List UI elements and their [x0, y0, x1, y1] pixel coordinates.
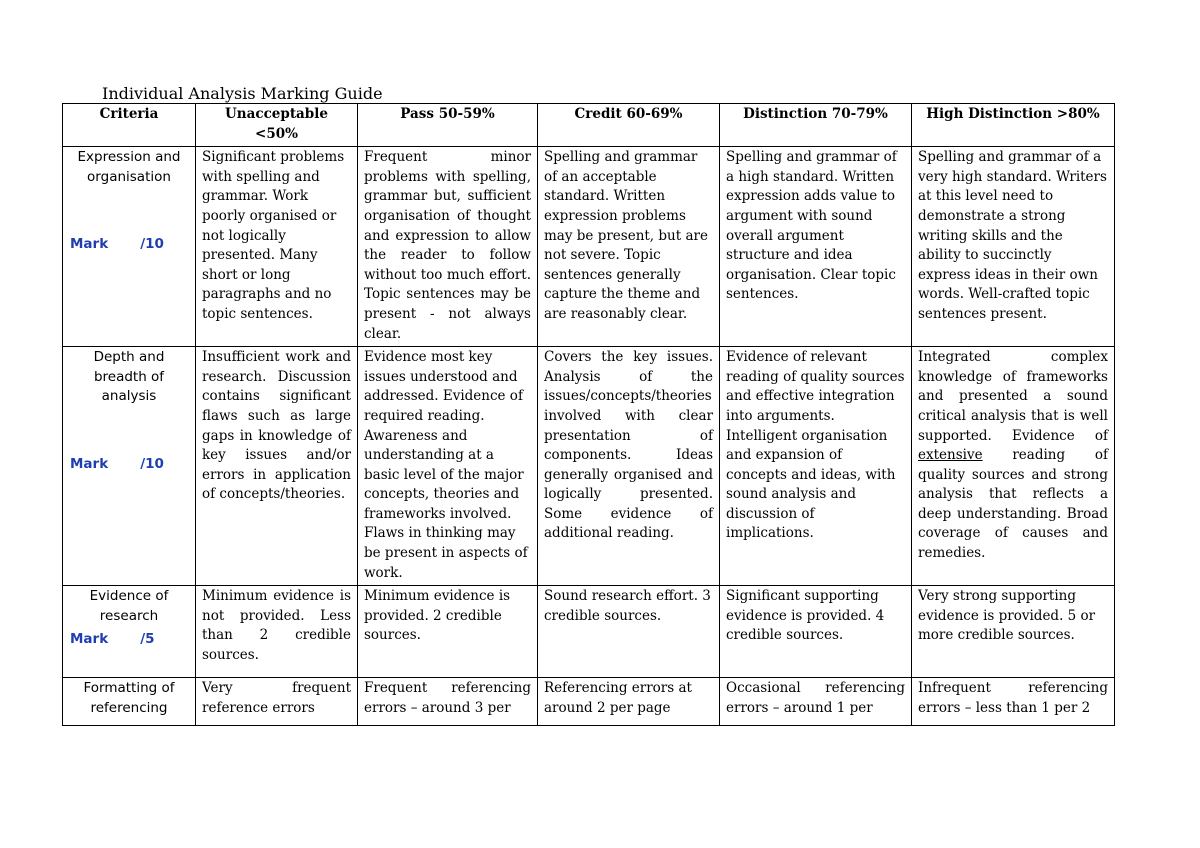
table-row — [63, 147, 1115, 347]
cell-pass: Minimum evidence is provided. 2 credible sources. — [358, 586, 538, 678]
cell-credit: Referencing errors at around 2 per page — [538, 678, 720, 726]
table-row — [63, 586, 1115, 678]
criteria-cell — [63, 347, 196, 586]
cell-pass: Evidence most key issues understood and addressed. Evidence of required reading. Awareness and understanding at a basic level of the major concepts, theories and frameworks involved. Flaws in thinking may be present in aspects of work. — [358, 347, 538, 586]
cell-credit: Covers the key issues. Analysis of the issues/concepts/theories involved with clear presentation of components. Ideas generally organised and logically presented. Some evidence of additional reading. — [538, 347, 720, 586]
table-header-row — [63, 104, 1115, 147]
cell-distinction: Significant supporting evidence is provided. 4 credible sources. — [720, 586, 912, 678]
hd-text-underlined: extensive — [918, 447, 983, 464]
cell-pass: Frequent referencing errors – around 3 per — [358, 678, 538, 726]
cell-unacceptable: Significant problems with spelling and grammar. Work poorly organised or not logically presented. Many short or long paragraphs and no topic sentences. — [196, 147, 358, 347]
header-unacceptable: Unacceptable <50% — [196, 104, 358, 147]
document-title: Individual Analysis Marking Guide — [102, 84, 383, 103]
mark-label: Mark — [70, 631, 109, 648]
cell-high-distinction — [912, 347, 1115, 586]
criteria-name: Expression and organisation — [77, 149, 181, 185]
criteria-cell — [63, 147, 196, 347]
cell-high-distinction: Very strong supporting evidence is provided. 5 or more credible sources. — [912, 586, 1115, 678]
cell-credit: Sound research effort. 3 credible sources. — [538, 586, 720, 678]
mark-field — [69, 630, 189, 650]
mark-field — [69, 455, 189, 475]
hd-text-part-1: Integrated complex knowledge of frameworks and presented a sound critical analysis that is well supported. Evidence of — [918, 349, 1108, 444]
header-distinction: Distinction 70-79% — [720, 104, 912, 147]
cell-distinction: Spelling and grammar of a high standard. Written expression adds value to argument with sound overall argument structure and idea organisation. Clear topic sentences. — [720, 147, 912, 347]
mark-total: /10 — [140, 236, 164, 253]
header-credit: Credit 60-69% — [538, 104, 720, 147]
cell-high-distinction: Spelling and grammar of a very high standard. Writers at this level need to demonstrate a strong writing skills and the ability to succinctly express ideas in their own words. Well-crafted topic sentences present. — [912, 147, 1115, 347]
criteria-name: Formatting of referencing — [83, 680, 175, 716]
criteria-cell — [63, 586, 196, 678]
cell-high-distinction: Infrequent referencing errors – less than 1 per 2 — [912, 678, 1115, 726]
criteria-name: Evidence of research — [89, 588, 169, 624]
header-criteria: Criteria — [63, 104, 196, 147]
marking-guide-table — [62, 103, 1115, 726]
mark-field — [69, 235, 189, 255]
cell-unacceptable: Insufficient work and research. Discussion contains significant flaws such as large gaps in knowledge of key issues and/or errors in application of concepts/theories. — [196, 347, 358, 586]
cell-distinction: Occasional referencing errors – around 1 per — [720, 678, 912, 726]
cell-credit: Spelling and grammar of an acceptable standard. Written expression problems may be present, but are not severe. Topic sentences generally capture the theme and are reasonably clear. — [538, 147, 720, 347]
criteria-cell — [63, 678, 196, 726]
cell-unacceptable: Minimum evidence is not provided. Less than 2 credible sources. — [196, 586, 358, 678]
hd-text-part-2: reading of quality sources and strong analysis that reflects a deep understanding. Broad coverage of causes and remedies. — [918, 447, 1108, 562]
mark-label: Mark — [70, 455, 109, 472]
header-pass: Pass 50-59% — [358, 104, 538, 147]
cell-unacceptable: Very frequent reference errors — [196, 678, 358, 726]
mark-total: /10 — [140, 455, 164, 472]
cell-pass: Frequent minor problems with spelling, grammar but, sufficient organisation of thought and expression to allow the reader to follow without too much effort. Topic sentences may be present - not always clear. — [358, 147, 538, 347]
criteria-name: Depth and breadth of analysis — [93, 349, 165, 405]
header-high-distinction: High Distinction >80% — [912, 104, 1115, 147]
cell-distinction: Evidence of relevant reading of quality sources and effective integration into arguments. Intelligent organisation and expansion of concepts and ideas, with sound analysis and discussion of implications. — [720, 347, 912, 586]
mark-total: /5 — [140, 631, 155, 648]
mark-label: Mark — [70, 236, 109, 253]
table-row — [63, 347, 1115, 586]
table-row — [63, 678, 1115, 726]
